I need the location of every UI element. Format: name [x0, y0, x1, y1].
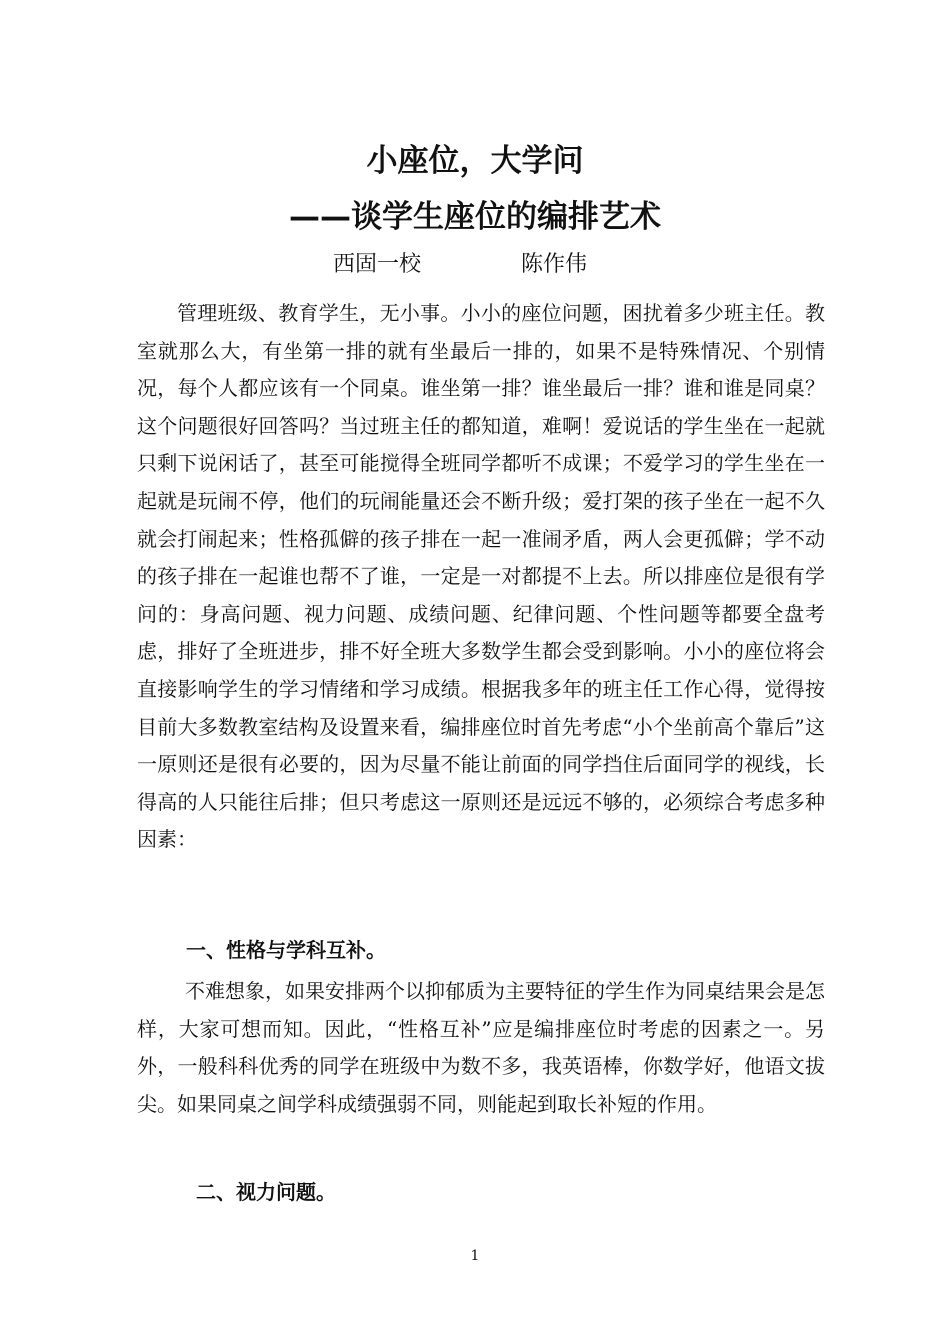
author-name: 陈作伟: [521, 252, 588, 277]
section-heading-personality: 一、性格与学科互补。: [186, 938, 386, 962]
section-heading-vision: 二、视力问题。: [196, 1180, 336, 1204]
page-number: 1: [470, 1248, 480, 1264]
page-title: 小座位，大学问: [366, 143, 584, 179]
page-subtitle: ——谈学生座位的编排艺术: [289, 199, 661, 235]
school-name: 西固一校: [333, 252, 422, 277]
personality-paragraph: 不难想象，如果安排两个以抑郁质为主要特征的学生作为同桌结果会是怎样，大家可想而知。因此，“性格互补”应是编排座位时考虑的因素之一。另外，一般科科优秀的同学在班级中为数不多，我英语棒，你数学好，他语文拔尖。如果同桌之间学科成绩强弱不同，则能起到取长补短的作用。: [137, 979, 825, 1116]
intro-paragraph: 管理班级、教育学生，无小事。小小的座位问题，困扰着多少班主任。教室就那么大，有坐第一排的就有坐最后一排的，如果不是特殊情况、个别情况，每个人都应该有一个同桌。谁坐第一排？谁坐最后一排？谁和谁是同桌？这个问题很好回答吗？当过班主任的都知道，难啊！爱说话的学生坐在一起就只剩下说闲话了，甚至可能搅得全班同学都听不成课；不爱学习的学生坐在一起就是玩闹不停，他们的玩闹能量还会不断升级；爱打架的孩子坐在一起不久就会打闹起来；性格孤僻的孩子排在一起一准闹矛盾，两人会更孤僻；学不动的孩子排在一起谁也帮不了谁，一定是一对都提不上去。所以排座位是很有学问的：身高问题、视力问题、成绩问题、纪律问题、个性问题等都要全盘考虑，排好了全班进步，排不好全班大多数学生都会受到影响。小小的座位将会直接影响学生的学习情绪和学习成绩。根据我多年的班主任工作心得，觉得按目前大多数教室结构及设置来看，编排座位时首先考虑“小个坐前高个靠后”这一原则还是很有必要的，因为尽量不能让前面的同学挡住后面同学的视线，长得高的人只能往后排；但只考虑这一原则还是远远不够的，必须综合考虑多种因素：: [137, 301, 825, 852]
